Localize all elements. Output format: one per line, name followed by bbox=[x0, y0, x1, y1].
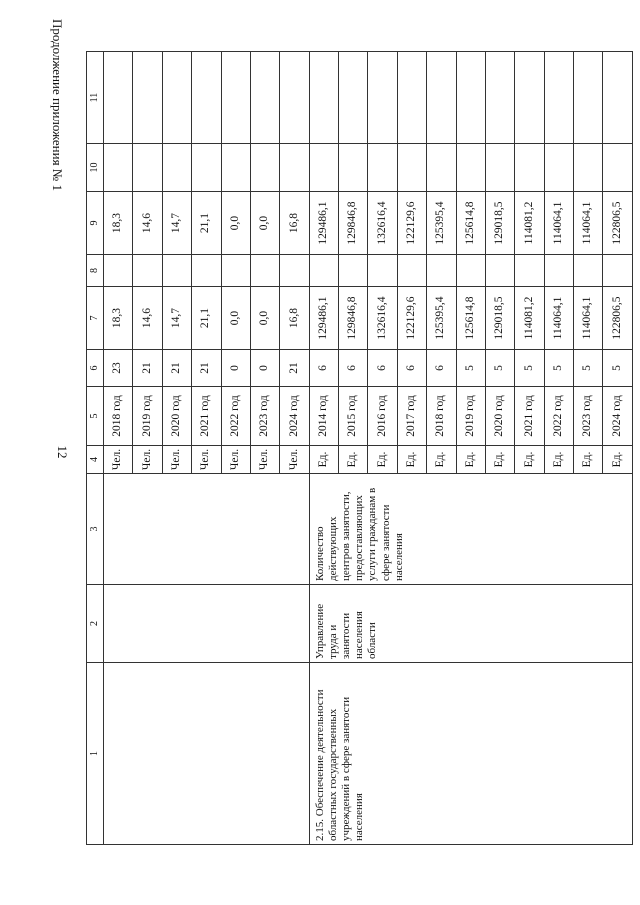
year-cell: 2021 год bbox=[192, 387, 221, 446]
column11-cell bbox=[280, 52, 309, 144]
column8-cell bbox=[456, 255, 485, 287]
column-number: 4 bbox=[87, 446, 104, 474]
total-cell: 14,6 bbox=[133, 287, 162, 350]
column11-cell bbox=[427, 52, 456, 144]
column-number-row bbox=[87, 52, 104, 845]
column11-cell bbox=[250, 52, 279, 144]
unit-cell: Ед. bbox=[456, 446, 485, 474]
total-cell: 125614,8 bbox=[456, 287, 485, 350]
column8-cell bbox=[485, 255, 514, 287]
year-cell: 2018 год bbox=[427, 387, 456, 446]
column11-cell bbox=[368, 52, 397, 144]
total-cell: 125395,4 bbox=[427, 287, 456, 350]
column-number: 11 bbox=[87, 52, 104, 144]
unit-cell: Ед. bbox=[427, 446, 456, 474]
column11-cell bbox=[485, 52, 514, 144]
column10-cell bbox=[250, 144, 279, 192]
column-number: 3 bbox=[87, 474, 104, 585]
column8-cell bbox=[104, 255, 133, 287]
column8-cell bbox=[397, 255, 426, 287]
unit-cell: Ед. bbox=[368, 446, 397, 474]
year-cell: 2022 год bbox=[221, 387, 250, 446]
count-cell: 21 bbox=[133, 350, 162, 387]
column8-cell bbox=[192, 255, 221, 287]
year-cell: 2024 год bbox=[280, 387, 309, 446]
column10-cell bbox=[368, 144, 397, 192]
unit-cell: Чел. bbox=[250, 446, 279, 474]
column11-cell bbox=[162, 52, 191, 144]
column8-cell bbox=[603, 255, 633, 287]
budget-cell: 125614,8 bbox=[456, 192, 485, 255]
column11-cell bbox=[133, 52, 162, 144]
column-number: 7 bbox=[87, 287, 104, 350]
column8-cell bbox=[544, 255, 573, 287]
column10-cell bbox=[603, 144, 633, 192]
year-cell: 2020 год bbox=[162, 387, 191, 446]
count-cell: 21 bbox=[162, 350, 191, 387]
table-row bbox=[309, 52, 338, 845]
budget-cell: 21,1 bbox=[192, 192, 221, 255]
column10-cell bbox=[280, 144, 309, 192]
total-cell: 16,8 bbox=[280, 287, 309, 350]
column8-cell bbox=[309, 255, 338, 287]
budget-cell: 114081,2 bbox=[515, 192, 544, 255]
column-number: 8 bbox=[87, 255, 104, 287]
total-cell: 122129,6 bbox=[397, 287, 426, 350]
unit-cell: Чел. bbox=[221, 446, 250, 474]
executor-cell-empty bbox=[104, 585, 310, 663]
column11-cell bbox=[339, 52, 368, 144]
count-cell: 5 bbox=[515, 350, 544, 387]
year-cell: 2022 год bbox=[544, 387, 573, 446]
count-cell: 5 bbox=[544, 350, 573, 387]
column-number: 9 bbox=[87, 192, 104, 255]
count-cell: 21 bbox=[280, 350, 309, 387]
column8-cell bbox=[368, 255, 397, 287]
column11-cell bbox=[397, 52, 426, 144]
column10-cell bbox=[104, 144, 133, 192]
count-cell: 5 bbox=[456, 350, 485, 387]
column-number: 2 bbox=[87, 585, 104, 663]
year-cell: 2019 год bbox=[456, 387, 485, 446]
unit-cell: Чел. bbox=[104, 446, 133, 474]
event-cell-empty bbox=[104, 663, 310, 845]
budget-cell: 122806,5 bbox=[603, 192, 633, 255]
total-cell: 129486,1 bbox=[309, 287, 338, 350]
budget-cell: 18,3 bbox=[104, 192, 133, 255]
total-cell: 122806,5 bbox=[603, 287, 633, 350]
year-cell: 2016 год bbox=[368, 387, 397, 446]
year-cell: 2023 год bbox=[250, 387, 279, 446]
column8-cell bbox=[427, 255, 456, 287]
count-cell: 21 bbox=[192, 350, 221, 387]
column8-cell bbox=[162, 255, 191, 287]
column10-cell bbox=[133, 144, 162, 192]
column-number: 1 bbox=[87, 663, 104, 845]
total-cell: 132616,4 bbox=[368, 287, 397, 350]
column-number: 5 bbox=[87, 387, 104, 446]
column10-cell bbox=[485, 144, 514, 192]
count-cell: 6 bbox=[339, 350, 368, 387]
year-cell: 2014 год bbox=[309, 387, 338, 446]
column11-cell bbox=[544, 52, 573, 144]
count-cell: 6 bbox=[397, 350, 426, 387]
column10-cell bbox=[574, 144, 603, 192]
unit-cell: Ед. bbox=[397, 446, 426, 474]
unit-cell: Ед. bbox=[309, 446, 338, 474]
unit-cell: Ед. bbox=[603, 446, 633, 474]
column11-cell bbox=[515, 52, 544, 144]
year-cell: 2023 год bbox=[574, 387, 603, 446]
column8-cell bbox=[280, 255, 309, 287]
column10-cell bbox=[427, 144, 456, 192]
column11-cell bbox=[574, 52, 603, 144]
unit-cell: Чел. bbox=[162, 446, 191, 474]
column10-cell bbox=[397, 144, 426, 192]
column10-cell bbox=[309, 144, 338, 192]
event-name-cell: 2.15. Обеспечение деятельности областных государственных учреждений в сфере занятости населения bbox=[309, 663, 632, 845]
count-cell: 23 bbox=[104, 350, 133, 387]
column8-cell bbox=[574, 255, 603, 287]
count-cell: 5 bbox=[574, 350, 603, 387]
executor-cell: Управление труда и занятости населения области bbox=[309, 585, 632, 663]
column-number: 10 bbox=[87, 144, 104, 192]
total-cell: 114081,2 bbox=[515, 287, 544, 350]
indicator-cell-empty bbox=[104, 474, 310, 585]
budget-cell: 16,8 bbox=[280, 192, 309, 255]
total-cell: 14,7 bbox=[162, 287, 191, 350]
year-cell: 2019 год bbox=[133, 387, 162, 446]
budget-cell: 114064,1 bbox=[574, 192, 603, 255]
count-cell: 0 bbox=[250, 350, 279, 387]
total-cell: 18,3 bbox=[104, 287, 133, 350]
column8-cell bbox=[515, 255, 544, 287]
budget-cell: 114064,1 bbox=[544, 192, 573, 255]
count-cell: 6 bbox=[309, 350, 338, 387]
unit-cell: Ед. bbox=[515, 446, 544, 474]
count-cell: 6 bbox=[427, 350, 456, 387]
total-cell: 129846,8 bbox=[339, 287, 368, 350]
count-cell: 0 bbox=[221, 350, 250, 387]
budget-cell: 129486,1 bbox=[309, 192, 338, 255]
indicator-name-cell: Количество действующих центров занятости, предоставляющих услуги гражданам в сфере занятости населения bbox=[309, 474, 632, 585]
year-cell: 2015 год bbox=[339, 387, 368, 446]
year-cell: 2018 год bbox=[104, 387, 133, 446]
column10-cell bbox=[192, 144, 221, 192]
appendix-caption: Продолжение приложения № 1 bbox=[50, 19, 65, 191]
total-cell: 0,0 bbox=[221, 287, 250, 350]
unit-cell: Ед. bbox=[574, 446, 603, 474]
column11-cell bbox=[221, 52, 250, 144]
column10-cell bbox=[456, 144, 485, 192]
unit-cell: Чел. bbox=[280, 446, 309, 474]
unit-cell: Ед. bbox=[544, 446, 573, 474]
budget-cell: 129018,5 bbox=[485, 192, 514, 255]
total-cell: 21,1 bbox=[192, 287, 221, 350]
column11-cell bbox=[456, 52, 485, 144]
year-cell: 2017 год bbox=[397, 387, 426, 446]
column10-cell bbox=[221, 144, 250, 192]
count-cell: 5 bbox=[485, 350, 514, 387]
budget-cell: 14,6 bbox=[133, 192, 162, 255]
column11-cell bbox=[309, 52, 338, 144]
program-table-container bbox=[86, 52, 633, 845]
program-table bbox=[86, 51, 633, 845]
column8-cell bbox=[221, 255, 250, 287]
column11-cell bbox=[192, 52, 221, 144]
count-cell: 6 bbox=[368, 350, 397, 387]
total-cell: 129018,5 bbox=[485, 287, 514, 350]
page-number: 12 bbox=[55, 445, 70, 459]
column10-cell bbox=[515, 144, 544, 192]
column11-cell bbox=[104, 52, 133, 144]
unit-cell: Ед. bbox=[485, 446, 514, 474]
budget-cell: 132616,4 bbox=[368, 192, 397, 255]
total-cell: 0,0 bbox=[250, 287, 279, 350]
table-row bbox=[104, 52, 133, 845]
unit-cell: Чел. bbox=[192, 446, 221, 474]
year-cell: 2024 год bbox=[603, 387, 633, 446]
year-cell: 2021 год bbox=[515, 387, 544, 446]
total-cell: 114064,1 bbox=[544, 287, 573, 350]
column8-cell bbox=[339, 255, 368, 287]
budget-cell: 14,7 bbox=[162, 192, 191, 255]
count-cell: 5 bbox=[603, 350, 633, 387]
year-cell: 2020 год bbox=[485, 387, 514, 446]
column-number: 6 bbox=[87, 350, 104, 387]
column10-cell bbox=[544, 144, 573, 192]
budget-cell: 0,0 bbox=[221, 192, 250, 255]
budget-cell: 125395,4 bbox=[427, 192, 456, 255]
budget-cell: 129846,8 bbox=[339, 192, 368, 255]
column10-cell bbox=[339, 144, 368, 192]
budget-cell: 122129,6 bbox=[397, 192, 426, 255]
budget-cell: 0,0 bbox=[250, 192, 279, 255]
column8-cell bbox=[250, 255, 279, 287]
total-cell: 114064,1 bbox=[574, 287, 603, 350]
column10-cell bbox=[162, 144, 191, 192]
unit-cell: Ед. bbox=[339, 446, 368, 474]
unit-cell: Чел. bbox=[133, 446, 162, 474]
column8-cell bbox=[133, 255, 162, 287]
column11-cell bbox=[603, 52, 633, 144]
